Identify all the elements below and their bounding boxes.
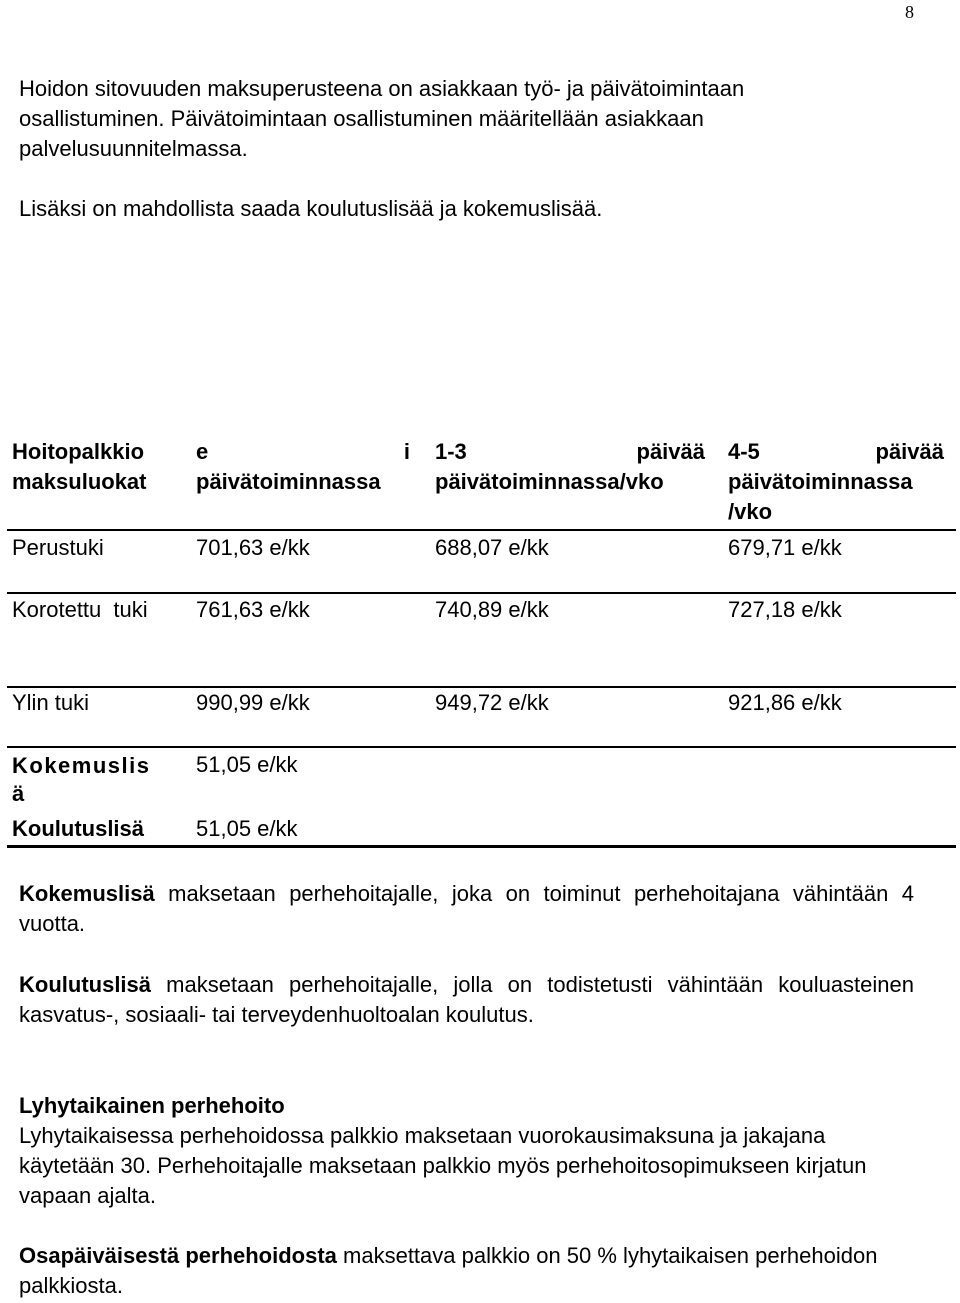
row-value: 761,63 e/kk	[196, 597, 310, 622]
header-col-2: e i päivätoiminnassa	[196, 439, 410, 494]
row-value: 990,99 e/kk	[196, 690, 310, 715]
row-label: Ylin tuki	[12, 690, 90, 715]
row-label: Korotettu tuki	[12, 597, 148, 622]
row-value: 701,63 e/kk	[196, 535, 310, 560]
row-value: 688,07 e/kk	[435, 535, 549, 560]
intro-paragraph-2: Lisäksi on mahdollista saada koulutuslisää ja kokemuslisää.	[19, 196, 603, 221]
header-col-4: 4-5 päivää päivätoiminnassa /vko	[728, 439, 944, 524]
intro-text	[19, 74, 879, 224]
kokemuslisa-note: Kokemuslisä maksetaan perhehoitajalle, joka on toiminut perhehoitajana vähintään 4 vuotta.	[19, 881, 914, 936]
table-rule	[7, 746, 956, 748]
kokemuslisa-value: 51,05 e/kk	[196, 752, 298, 777]
row-value: 921,86 e/kk	[728, 690, 842, 715]
header-col-1: Hoitopalkkio maksuluokat	[12, 439, 147, 494]
short-term-section	[19, 1091, 919, 1211]
page-number: 8	[905, 2, 914, 22]
row-value: 740,89 e/kk	[435, 597, 549, 622]
short-term-body: Lyhytaikaisessa perhehoidossa palkkio maksetaan vuorokausimaksuna ja jakajana käytetään 30. Perhehoitajalle maksetaan palkkio myös perhehoitosopimukseen kirjatun vapaan ajalta.	[19, 1123, 867, 1208]
short-term-heading: Lyhytaikainen perhehoito	[19, 1093, 285, 1118]
intro-paragraph-1: Hoidon sitovuuden maksuperusteena on asiakkaan työ- ja päivätoimintaan osallistuminen. Päivätoimintaan osallistuminen määritellään asiakkaan palvelusuunnitelmassa.	[19, 76, 745, 161]
table-rule	[7, 592, 956, 594]
row-label: Perustuki	[12, 535, 104, 560]
row-value: 949,72 e/kk	[435, 690, 549, 715]
part-time-section: Osapäiväisestä perhehoidosta maksettava palkkio on 50 % lyhytaikaisen perhehoidon palkkiosta.	[19, 1243, 878, 1298]
koulutuslisa-note: Koulutuslisä maksetaan perhehoitajalle, jolla on todistetusti vähintään kouluasteinen kasvatus-, sosiaali- tai terveydenhuoltoalan koulutus.	[19, 972, 914, 1027]
row-value: 727,18 e/kk	[728, 597, 842, 622]
header-col-3: 1-3 päivää päivätoiminnassa/vko	[435, 439, 705, 494]
koulutuslisa-label: Koulutuslisä	[12, 816, 145, 841]
koulutuslisa-value: 51,05 e/kk	[196, 816, 298, 841]
table-rule	[7, 845, 956, 848]
row-value: 679,71 e/kk	[728, 535, 842, 560]
kokemuslisa-label: Kokemuslis ä	[12, 753, 151, 806]
table-rule	[7, 529, 956, 531]
